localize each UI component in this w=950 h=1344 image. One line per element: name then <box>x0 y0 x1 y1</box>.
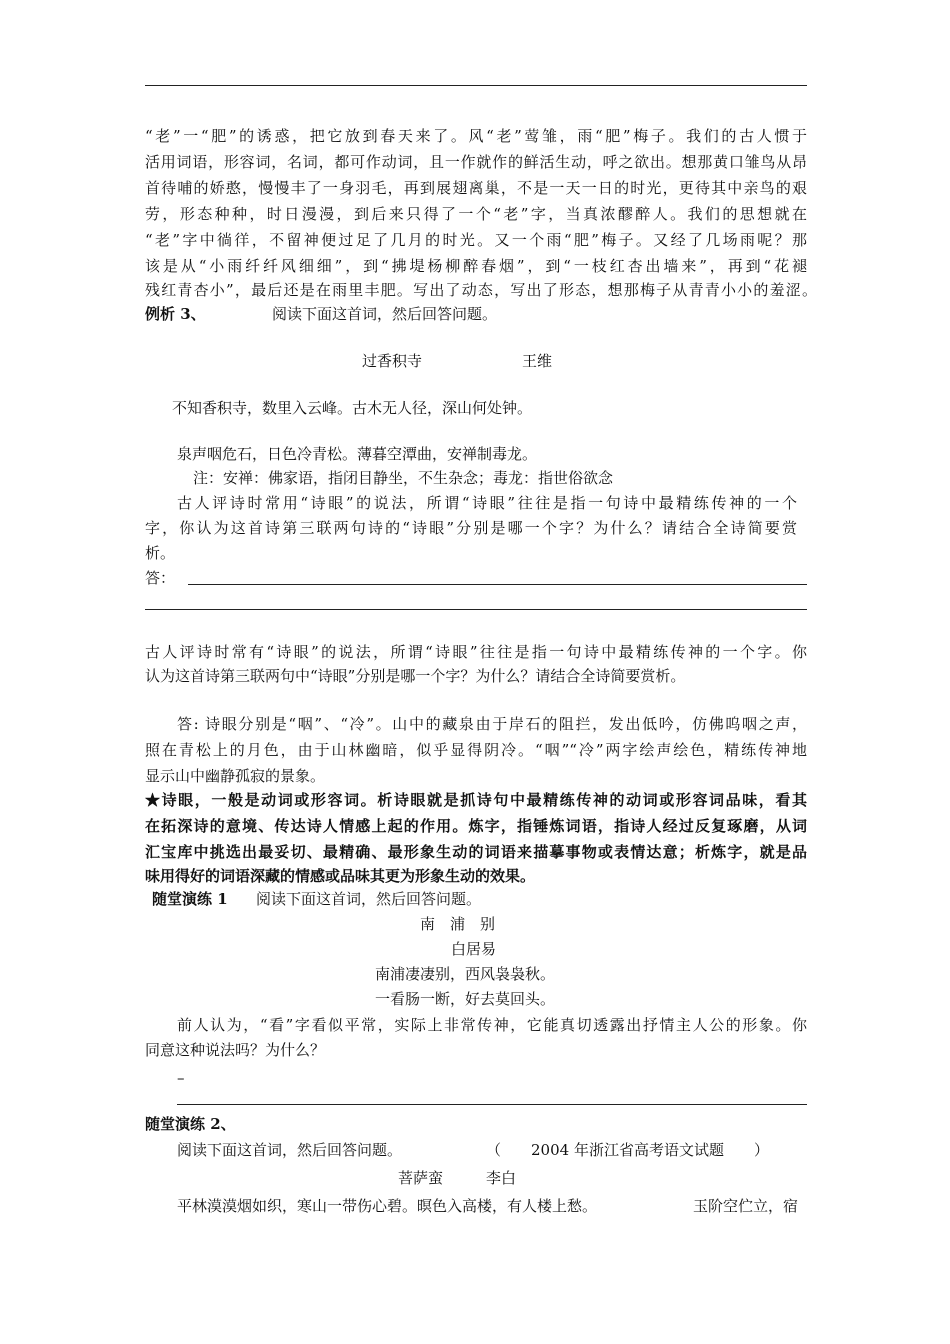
answer-dash: – <box>177 1069 185 1087</box>
poem-note: 注：安禅：佛家语，指闭目静坐，不生杂念；毒龙：指世俗欲念 <box>193 469 614 487</box>
tip-line: 汇宝库中挑选出最妥切、最精确、最形象生动的词语来描摹事物或表情达意；析炼字，就是品 <box>145 843 807 861</box>
practice1-instruction: 阅读下面这首词，然后回答问题。 <box>256 890 482 908</box>
poem-title: 菩萨蛮 <box>398 1169 444 1187</box>
question-line: 认为这首诗第三联两句中“诗眼”分别是哪一个字？为什么？请结合全诗简要赏析。 <box>145 667 686 685</box>
question-line: 字，你认为这首诗第三联两句诗的“诗眼”分别是哪一个字？为什么？请结合全诗简要赏 <box>145 519 797 537</box>
tip-line: ★诗眼，一般是动词或形容词。析诗眼就是抓诗句中最精练传神的动词或形容词品味，看其 <box>145 791 807 809</box>
passage-line: “老”一“肥”的诱惑，把它放到春天来了。风“老”莺雏，雨“肥”梅子。我们的古人惯于 <box>145 127 807 145</box>
answer-line[interactable] <box>188 584 807 585</box>
tip-line: 在拓深诗的意境、传达诗人情感上起的作用。炼字，指锤炼词语，指诗人经过反复琢磨，从词 <box>145 817 807 835</box>
answer-text-line: 照在青松上的月色，由于山林幽暗，似乎显得阴冷。“咽”“冷”两字绘声绘色，精练传神地 <box>145 741 807 759</box>
practice2-label: 随堂演练 2、 <box>145 1115 236 1133</box>
poem-line: 平林漠漠烟如织，寒山一带伤心碧。暝色入高楼，有人楼上愁。 <box>177 1197 598 1215</box>
poem-line: 一看肠一断，好去莫回头。 <box>375 990 556 1008</box>
poem-line: 不知香积寺，数里入云峰。古木无人径，深山何处钟。 <box>172 399 533 417</box>
passage-line: 残红青杏小”，最后还是在雨里丰肥。写出了动态，写出了形态，想那梅子从青青小小的羞涩。 <box>145 281 817 299</box>
practice2-source: （ 2004 年浙江省高考语文试题 ） <box>486 1141 769 1159</box>
poem-author: 王维 <box>522 352 553 370</box>
question-line: 古人评诗时常有“诗眼”的说法，所谓“诗眼”往往是指一句诗中最精练传神的一个字。你 <box>145 643 807 661</box>
answer-line[interactable] <box>145 609 807 610</box>
example3-instruction: 阅读下面这首词，然后回答问题。 <box>272 305 498 323</box>
answer-text-line: 显示山中幽静孤寂的景象。 <box>145 767 326 785</box>
question-line: 析。 <box>145 544 176 562</box>
passage-line: “老”字中徜徉，不留神便过足了几月的时光。又一个雨“肥”梅子。又经了几场雨呢？那 <box>145 231 807 249</box>
passage-line: 首待哺的娇憨，慢慢丰了一身羽毛，再到展翅离巢，不是一天一日的时光，更待其中亲鸟的艰 <box>145 179 807 197</box>
question-line: 同意这种说法吗？为什么？ <box>145 1041 326 1059</box>
passage-line: 活用词语，形容词，名词，都可作动词，且一作就作的鲜活生动，呼之欲出。想那黄口雏鸟从昂 <box>145 153 807 171</box>
answer-label: 答： <box>145 569 176 587</box>
question-line: 前人认为，“看”字看似平常，实际上非常传神，它能真切透露出抒情主人公的形象。你 <box>177 1016 807 1034</box>
practice1-label: 随堂演练 1 <box>152 890 228 908</box>
poem-author: 李白 <box>486 1169 517 1187</box>
passage-line: 该是从“小雨纤纤风细细”，到“拂堤杨柳醉春烟”，到“一枝红杏出墙来”，再到“花褪 <box>145 257 807 275</box>
example3-label: 例析 3、 <box>145 305 206 323</box>
answer-text-line: 答: 诗眼分别是“咽”、“冷”。山中的藏泉由于岸石的阻拦，发出低吟，仿佛呜咽之声， <box>177 715 807 733</box>
poem-line: 泉声咽危石，日色冷青松。薄暮空潭曲，安禅制毒龙。 <box>177 445 538 463</box>
poem-title: 南 浦 别 <box>420 915 496 933</box>
poem-line: 玉阶空伫立，宿 <box>693 1197 799 1215</box>
tip-line: 味用得好的词语深藏的情感或品味其更为形象生动的效果。 <box>145 867 536 885</box>
top-rule <box>145 85 807 86</box>
poem-line: 南浦凄凄别，西风袅袅秋。 <box>375 965 556 983</box>
question-line: 古人评诗时常用“诗眼”的说法，所谓“诗眼”往往是指一句诗中最精练传神的一个 <box>177 494 797 512</box>
answer-line[interactable] <box>177 1104 807 1105</box>
poem-title: 过香积寺 <box>362 352 423 370</box>
poem-author: 白居易 <box>451 940 497 958</box>
practice2-instruction: 阅读下面这首词，然后回答问题。 <box>177 1141 403 1159</box>
passage-line: 劳，形态种种，时日漫漫，到后来只得了一个“老”字，当真浓醪醉人。我们的思想就在 <box>145 205 807 223</box>
